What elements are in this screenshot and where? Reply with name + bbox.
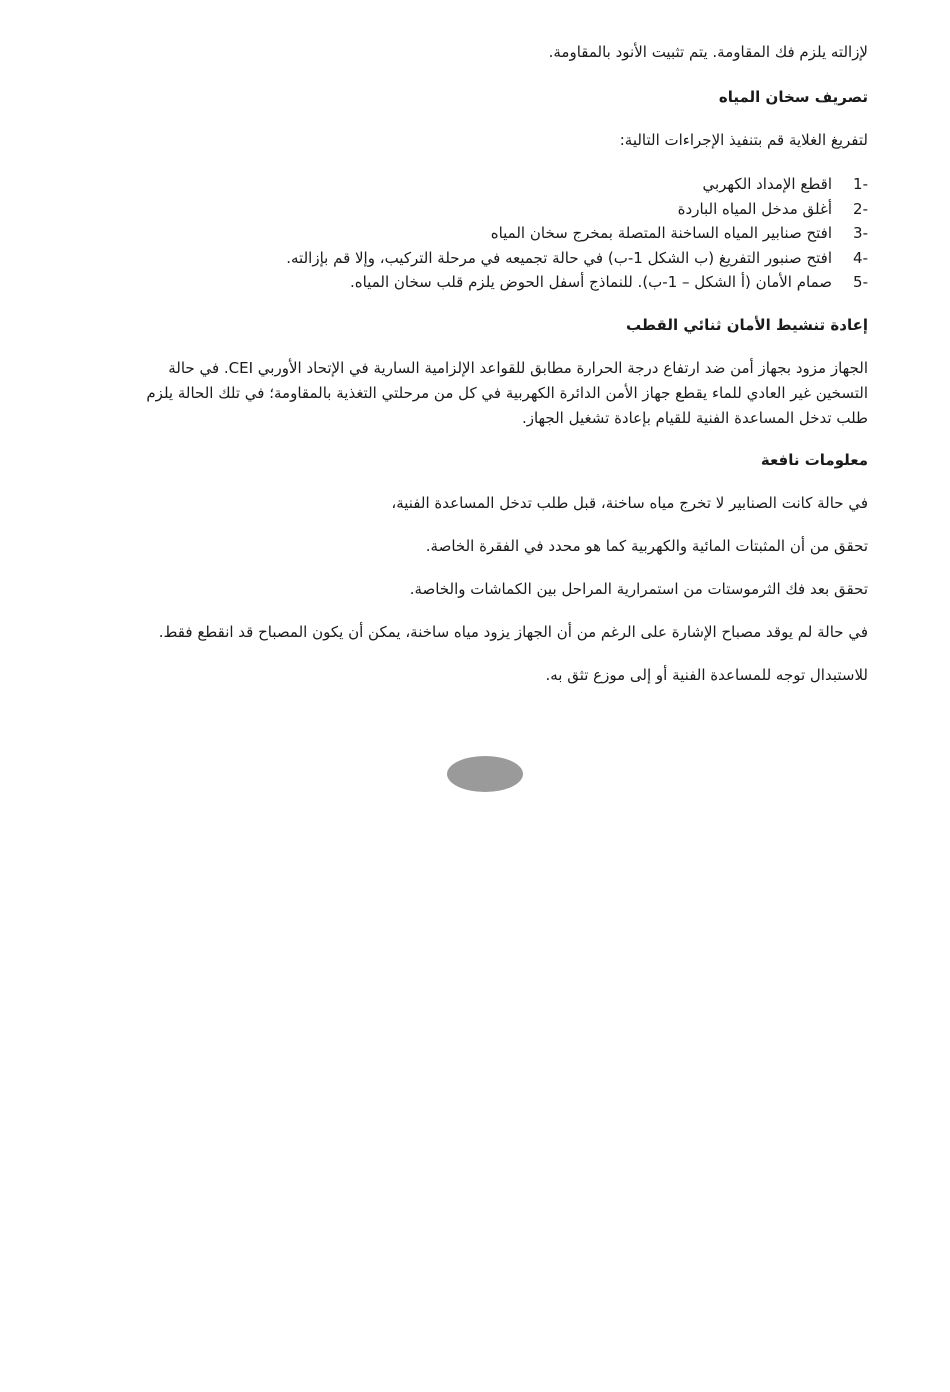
info-paragraph: تحقق من أن المثبتات المائية والكهربية كما هو محدد في الفقرة الخاصة.: [425, 537, 868, 555]
safety-line: التسخين غير العادي للماء يقطع جهاز الأمن الدائرة الكهربية في كل من مرحلتي التغذية بالمقاومة؛ في تلك الحالة يلزم: [146, 384, 868, 402]
safety-line: الجهاز مزود بجهاز أمن ضد ارتفاع درجة الحرارة مطابق للقواعد الإلزامية السارية في الإتحاد الأوربي CEI. في حالة: [168, 359, 868, 377]
info-heading: معلومات نافعة: [760, 451, 868, 469]
safety-paragraph: [88, 356, 868, 431]
step-text: افتح صنبور التفريغ (ب الشكل 1-ب) في حالة تجميعه في مرحلة التركيب، وإلا قم بإزالته.: [286, 248, 832, 267]
step-text: اقطع الإمداد الكهربي: [702, 175, 832, 193]
step-text: أغلق مدخل المياه الباردة: [677, 199, 832, 218]
drain-steps-list: [286, 172, 868, 295]
info-paragraph: تحقق بعد فك الثرموستات من استمرارية المراحل بين الكماشات والخاصة.: [409, 580, 868, 598]
info-paragraph: في حالة لم يوقد مصباح الإشارة على الرغم من أن الجهاز يزود مياه ساخنة، يمكن أن يكون المصباح قد انقطع فقط.: [158, 623, 868, 641]
safety-line: طلب تدخل المساعدة الفنية للقيام بإعادة تشغيل الجهاز.: [521, 409, 868, 427]
list-item: [286, 172, 868, 197]
list-item: [286, 221, 868, 246]
step-number: 3-: [853, 224, 868, 242]
list-item: [286, 270, 868, 295]
intro-line: لإزالته يلزم فك المقاومة. يتم تثبيت الأنود بالمقاومة.: [548, 43, 868, 61]
page-number-marker: [447, 756, 523, 792]
list-item: [286, 246, 868, 271]
drain-intro: لتفريغ الغلاية قم بتنفيذ الإجراءات التالية:: [619, 131, 868, 149]
info-paragraph: في حالة كانت الصنابير لا تخرج مياه ساخنة، قبل طلب تدخل المساعدة الفنية،: [391, 494, 868, 512]
step-text: افتح صنابير المياه الساخنة المتصلة بمخرج سخان المياه: [490, 224, 832, 242]
step-number: 2-: [853, 199, 868, 218]
step-number: 4-: [853, 248, 868, 267]
step-number: 1-: [853, 175, 868, 193]
safety-heading: إعادة تنشيط الأمان ثنائي القطب: [626, 316, 868, 334]
info-paragraph: للاستبدال توجه للمساعدة الفنية أو إلى موزع تثق به.: [545, 666, 868, 684]
step-text: صمام الأمان (أ الشكل – 1-ب). للنماذج أسفل الحوض يلزم قلب سخان المياه.: [349, 273, 832, 291]
list-item: [286, 197, 868, 222]
step-number: 5-: [853, 273, 868, 291]
drain-heading: تصريف سخان المياه: [718, 88, 868, 106]
